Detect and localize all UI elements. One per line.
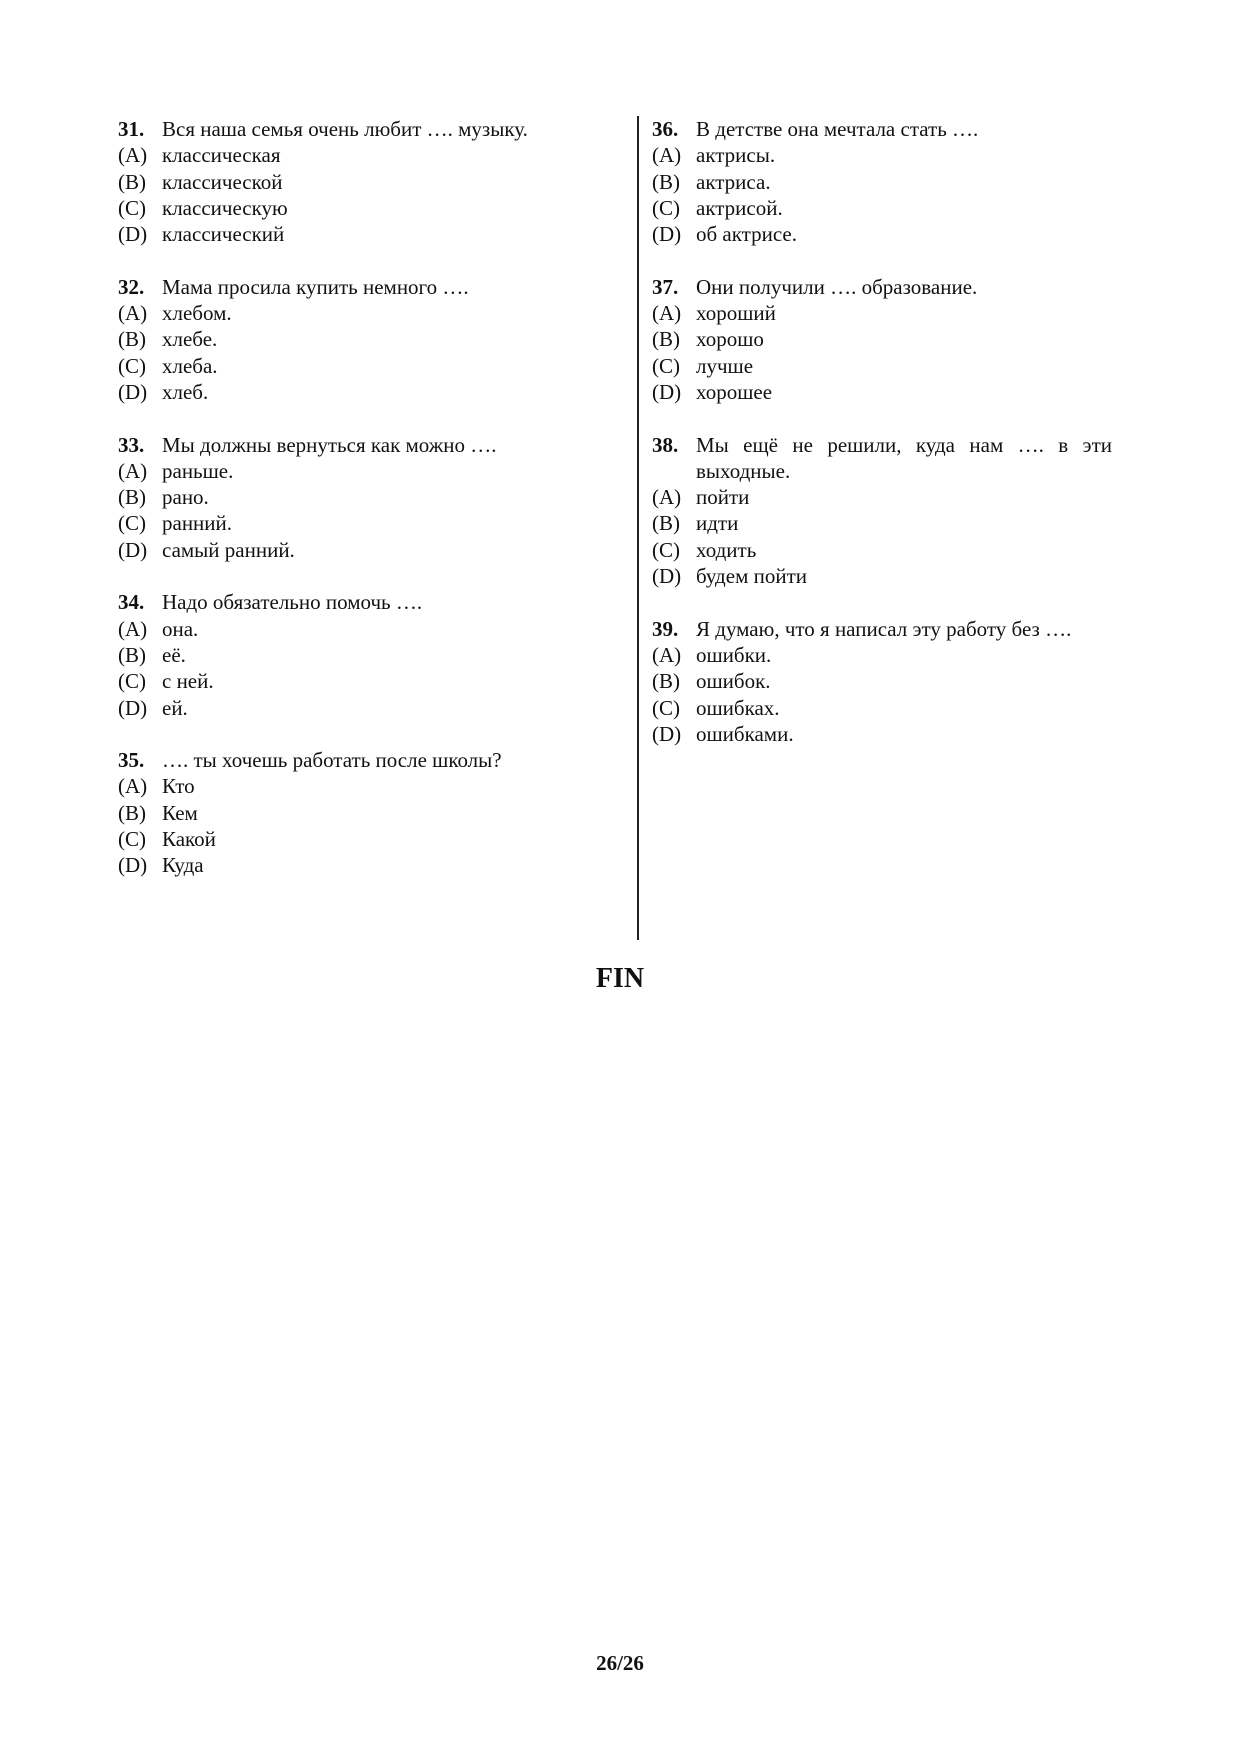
question-37 xyxy=(652,274,1112,405)
option-c xyxy=(652,537,1112,563)
option-letter: (A) xyxy=(118,143,148,168)
option-letter: (A) xyxy=(652,301,682,326)
option-text: лучше xyxy=(696,353,754,378)
option-text: классическая xyxy=(162,143,281,168)
option-c xyxy=(652,353,1112,379)
option-a xyxy=(118,773,588,799)
question-number: 34. xyxy=(118,590,145,615)
option-d xyxy=(652,721,1112,747)
option-text: хлебом. xyxy=(162,301,232,326)
option-letter: (D) xyxy=(652,564,682,589)
option-letter: (B) xyxy=(118,327,146,352)
option-a xyxy=(652,300,1112,326)
question-text: Вся наша семья очень любит …. музыку. xyxy=(162,117,528,141)
option-text: Куда xyxy=(162,853,204,878)
option-letter: (D) xyxy=(118,222,148,247)
question-stem xyxy=(118,432,588,458)
right-question-column xyxy=(652,116,1112,773)
option-text: ошибками. xyxy=(696,721,794,746)
option-letter: (C) xyxy=(118,511,146,536)
option-b xyxy=(652,668,1112,694)
option-a xyxy=(118,458,588,484)
question-text: …. ты хочешь работать после школы? xyxy=(162,748,502,773)
option-letter: (D) xyxy=(118,695,148,720)
question-text: Надо обязательно помочь …. xyxy=(162,590,423,615)
option-letter: (B) xyxy=(118,169,146,194)
option-text: ей. xyxy=(162,695,188,720)
option-letter: (D) xyxy=(118,537,148,562)
option-letter: (D) xyxy=(652,379,682,404)
end-marker: FIN xyxy=(595,963,645,994)
option-d xyxy=(118,695,588,721)
option-c xyxy=(118,826,588,852)
option-letter: (D) xyxy=(118,853,148,878)
option-letter: (B) xyxy=(652,511,680,536)
question-stem xyxy=(118,747,588,773)
option-letter: (C) xyxy=(118,195,146,220)
option-text: хлеба. xyxy=(162,353,218,378)
option-letter: (A) xyxy=(118,774,148,799)
option-letter: (A) xyxy=(652,143,682,168)
question-text: Мы должны вернуться как можно …. xyxy=(162,432,497,457)
option-b xyxy=(118,169,588,195)
question-38 xyxy=(652,432,1112,590)
question-stem xyxy=(118,274,588,300)
option-c xyxy=(118,510,588,536)
option-d xyxy=(118,379,588,405)
option-text: Кем xyxy=(162,800,198,825)
question-number: 31. xyxy=(118,117,145,141)
question-33 xyxy=(118,432,588,563)
option-a xyxy=(652,484,1112,510)
option-b xyxy=(652,326,1112,352)
option-letter: (D) xyxy=(652,222,682,247)
question-number: 36. xyxy=(652,117,679,141)
option-b xyxy=(118,642,588,668)
option-text: классическую xyxy=(162,195,288,220)
option-b xyxy=(118,326,588,352)
option-text: ошибок. xyxy=(696,669,771,694)
option-c xyxy=(118,668,588,694)
option-letter: (A) xyxy=(652,485,682,510)
question-39 xyxy=(652,616,1112,747)
option-letter: (B) xyxy=(118,642,146,667)
option-text: классической xyxy=(162,169,283,194)
question-text: В детстве она мечтала стать …. xyxy=(696,117,979,141)
question-32 xyxy=(118,274,588,405)
question-stem xyxy=(652,432,1112,485)
option-b xyxy=(118,800,588,826)
option-letter: (D) xyxy=(118,379,148,404)
option-d xyxy=(652,379,1112,405)
question-number: 32. xyxy=(118,274,145,299)
option-text: об актрисе. xyxy=(696,222,798,247)
option-b xyxy=(118,484,588,510)
question-stem xyxy=(652,274,1112,300)
option-a xyxy=(118,300,588,326)
option-d xyxy=(118,852,588,878)
option-text: самый ранний. xyxy=(162,537,295,562)
option-text: ошибках. xyxy=(696,695,780,720)
option-text: классический xyxy=(162,222,285,247)
question-text: Я думаю, что я написал эту работу без …. xyxy=(696,616,1072,641)
option-text: хлеб. xyxy=(162,379,209,404)
option-text: ходить xyxy=(696,537,757,562)
option-text: Кто xyxy=(162,774,195,799)
option-letter: (B) xyxy=(652,327,680,352)
page-number: 26/26 xyxy=(596,1651,644,1675)
option-letter: (B) xyxy=(652,669,680,694)
column-divider xyxy=(637,116,639,940)
question-36 xyxy=(652,116,1112,247)
option-letter: (C) xyxy=(118,669,146,694)
option-text: с ней. xyxy=(162,669,214,694)
option-letter: (C) xyxy=(652,537,680,562)
option-letter: (A) xyxy=(118,301,148,326)
option-letter: (B) xyxy=(118,485,146,510)
question-text: Они получили …. образование. xyxy=(696,274,978,299)
option-b xyxy=(652,510,1112,536)
question-stem xyxy=(118,589,588,615)
question-number: 33. xyxy=(118,432,145,457)
question-stem xyxy=(118,116,588,142)
option-letter: (A) xyxy=(652,642,682,667)
option-text: её. xyxy=(162,642,186,667)
option-letter: (D) xyxy=(652,721,682,746)
option-letter: (C) xyxy=(652,695,680,720)
option-text: Какой xyxy=(162,827,216,852)
option-letter: (C) xyxy=(652,195,680,220)
option-a xyxy=(118,616,588,642)
question-stem xyxy=(652,616,1112,642)
option-text: раньше. xyxy=(162,458,234,483)
option-text: хороший xyxy=(696,301,776,326)
option-text: будем пойти xyxy=(696,564,807,589)
option-letter: (C) xyxy=(118,827,146,852)
question-stem xyxy=(652,116,1112,142)
option-a xyxy=(118,142,588,168)
option-a xyxy=(652,642,1112,668)
option-a xyxy=(652,142,1112,168)
option-text: рано. xyxy=(162,485,209,510)
option-letter: (B) xyxy=(118,800,146,825)
left-question-column xyxy=(118,116,588,905)
option-text: актриса. xyxy=(696,169,771,194)
option-c xyxy=(118,353,588,379)
option-d xyxy=(652,221,1112,247)
option-letter: (C) xyxy=(652,353,680,378)
question-number: 35. xyxy=(118,748,145,773)
option-letter: (A) xyxy=(118,458,148,483)
option-text: идти xyxy=(696,511,739,536)
question-31 xyxy=(118,116,588,247)
option-text: актрисой. xyxy=(696,195,783,220)
option-text: актрисы. xyxy=(696,143,776,168)
option-letter: (A) xyxy=(118,616,148,641)
option-c xyxy=(652,195,1112,221)
option-text: ошибки. xyxy=(696,642,772,667)
question-text: Мы ещё не решили, куда нам …. в эти выходные. xyxy=(696,432,1112,483)
question-35 xyxy=(118,747,588,878)
option-d xyxy=(652,563,1112,589)
option-text: ранний. xyxy=(162,511,233,536)
option-text: хорошее xyxy=(696,379,773,404)
question-text: Мама просила купить немного …. xyxy=(162,274,469,299)
question-number: 39. xyxy=(652,616,679,641)
option-d xyxy=(118,537,588,563)
question-number: 38. xyxy=(652,432,679,457)
option-text: хлебе. xyxy=(162,327,218,352)
option-text: пойти xyxy=(696,485,750,510)
option-text: она. xyxy=(162,616,199,641)
option-text: хорошо xyxy=(696,327,764,352)
option-letter: (C) xyxy=(118,353,146,378)
question-number: 37. xyxy=(652,274,679,299)
option-d xyxy=(118,221,588,247)
option-c xyxy=(118,195,588,221)
option-letter: (B) xyxy=(652,169,680,194)
question-34 xyxy=(118,589,588,720)
option-c xyxy=(652,695,1112,721)
option-b xyxy=(652,169,1112,195)
